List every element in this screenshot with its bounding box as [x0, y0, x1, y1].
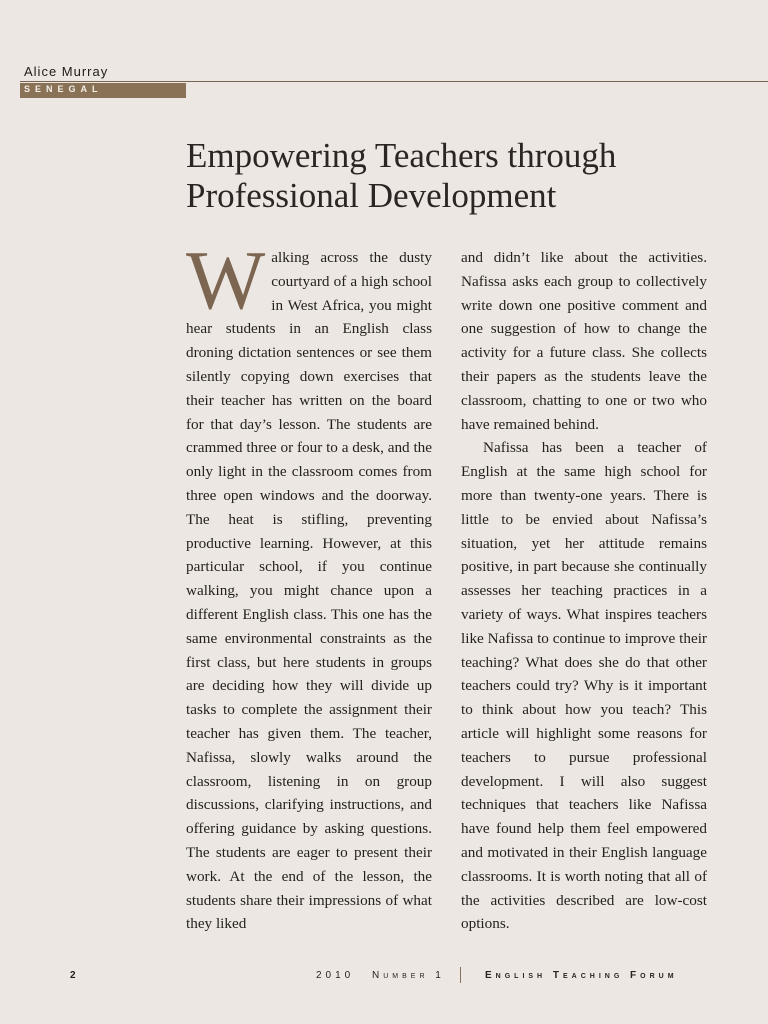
article-title: [186, 136, 746, 216]
footer-journal: English Teaching Forum: [485, 970, 678, 981]
title-line-1: Empowering Teachers through: [186, 136, 617, 175]
drop-cap: W: [186, 234, 266, 327]
right-column: [461, 246, 707, 936]
footer-year: 2010: [316, 970, 355, 981]
footer-separator: [460, 967, 461, 983]
footer: [0, 970, 768, 986]
paragraph-2: Nafissa has been a teacher of English at the same high school for more than twenty-one years. There is little to be envied about Nafissa’s situation, yet her attitude remains positive, in part because she continually assesses her teaching practices in a variety of ways. What inspires teachers like Nafissa to continue to improve their teaching? What does she do that other teachers could try? Why is it important to think about how you teach? This article will highlight some reasons for teachers to pursue professional development. I will also suggest techniques that teachers like Nafissa have found help them feel empowered and motivated in their English language classrooms. It is worth noting that all of the activities described are low-cost options.: [461, 439, 707, 933]
title-line-2: Professional Development: [186, 176, 557, 215]
author-name: Alice Murray: [24, 64, 109, 79]
page-number: 2: [70, 970, 76, 981]
country-label: SENEGAL: [24, 84, 103, 94]
paragraph-continued: and didn’t like about the activities. Nafissa asks each group to collectively write down one positive comment and one suggestion of how to change the activity for a future class. She collects their papers as the students leave the classroom, chatting to one or two who have remained behind.: [461, 249, 707, 433]
footer-issue: Number 1: [372, 970, 445, 981]
left-column-text: alking across the dusty courtyard of a high school in West Africa, you might hear students in an English class droning dictation sentences or see them silently copying down exercises that their teacher has written on the board for that day’s lesson. The students are crammed three or four to a desk, and the only light in the classroom comes from three open windows and the doorway. The heat is stifling, preventing productive learning. However, at this particular school, if you continue walking, you might chance upon a different English class. This one has the same environmental constraints as the first class, but here students in groups are deciding how they will divide up tasks to complete the assignment their teacher has given them. The teacher, Nafissa, slowly walks around the classroom, listening in on group discussions, clarifying instructions, and offering guidance by asking questions. The students are eager to present their work. At the end of the lesson, the students share their impressions of what they liked: [186, 249, 432, 933]
country-bar: [20, 83, 186, 98]
header-rule: [20, 81, 768, 82]
left-column: [186, 234, 432, 936]
